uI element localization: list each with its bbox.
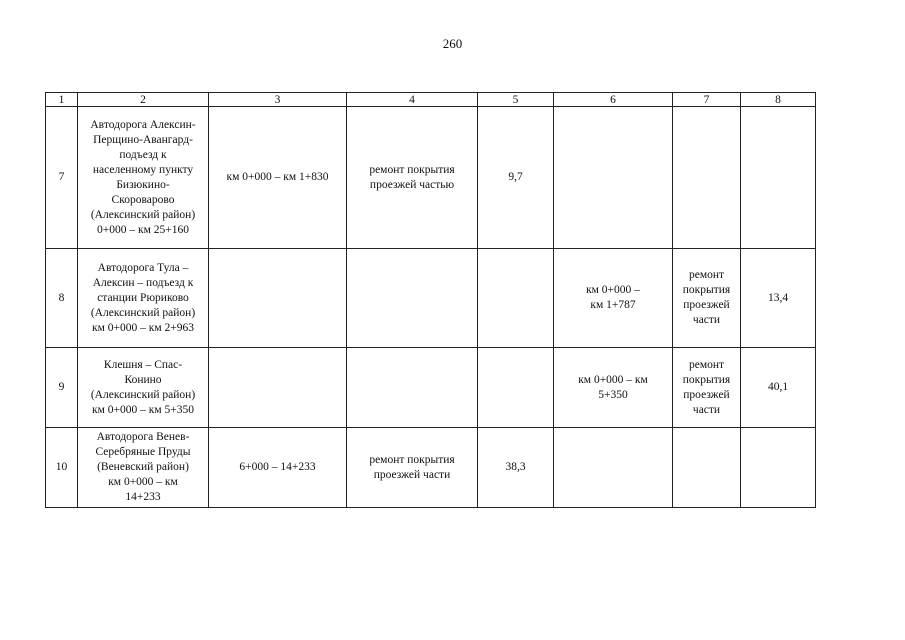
section-cell [209,348,347,428]
value-cell [741,107,816,249]
column-number-header: 6 [554,93,673,107]
column-number-header: 8 [741,93,816,107]
column-number-header: 3 [209,93,347,107]
work-type-cell [347,249,478,348]
table-row [46,249,816,348]
work-type-cell: ремонт покрытия проезжей части [673,348,741,428]
page-number: 260 [442,36,463,51]
row-number-cell: 10 [46,428,78,508]
section-cell: км 0+000 – км 1+787 [554,249,673,348]
road-repair-table [45,92,816,508]
value-cell: 40,1 [741,348,816,428]
work-type-cell [673,107,741,249]
value-cell [478,249,554,348]
column-number-header: 1 [46,93,78,107]
work-type-cell: ремонт покрытия проезжей части [673,249,741,348]
value-cell: 38,3 [478,428,554,508]
work-type-cell [673,428,741,508]
column-number-header: 5 [478,93,554,107]
value-cell [741,428,816,508]
column-number-header: 4 [347,93,478,107]
table-row [46,107,816,249]
value-cell: 9,7 [478,107,554,249]
column-number-header: 7 [673,93,741,107]
section-cell: 6+000 – 14+233 [209,428,347,508]
value-cell: 13,4 [741,249,816,348]
road-name-cell: Клешня – Спас- Конино (Алексинский район) км 0+000 – км 5+350 [78,348,209,428]
section-cell: км 0+000 – км 5+350 [554,348,673,428]
section-cell: км 0+000 – км 1+830 [209,107,347,249]
road-name-cell: Автодорога Венев- Серебряные Пруды (Веневский район) км 0+000 – км 14+233 [78,428,209,508]
work-type-cell [347,348,478,428]
row-number-cell: 8 [46,249,78,348]
table-row [46,428,816,508]
work-type-cell: ремонт покрытия проезжей частью [347,107,478,249]
work-type-cell: ремонт покрытия проезжей части [347,428,478,508]
section-cell [554,107,673,249]
table-row [46,348,816,428]
value-cell [478,348,554,428]
road-name-cell: Автодорога Тула – Алексин – подъезд к станции Рюриково (Алексинский район) км 0+000 – км 2+963 [78,249,209,348]
column-number-header: 2 [78,93,209,107]
road-name-cell: Автодорога Алексин- Перщино-Авангард- подъезд к населенному пункту Бизюкино- Скороварово (Алексинский район) 0+000 – км 25+160 [78,107,209,249]
row-number-cell: 9 [46,348,78,428]
section-cell [209,249,347,348]
row-number-cell: 7 [46,107,78,249]
table-header-row [46,93,816,107]
section-cell [554,428,673,508]
